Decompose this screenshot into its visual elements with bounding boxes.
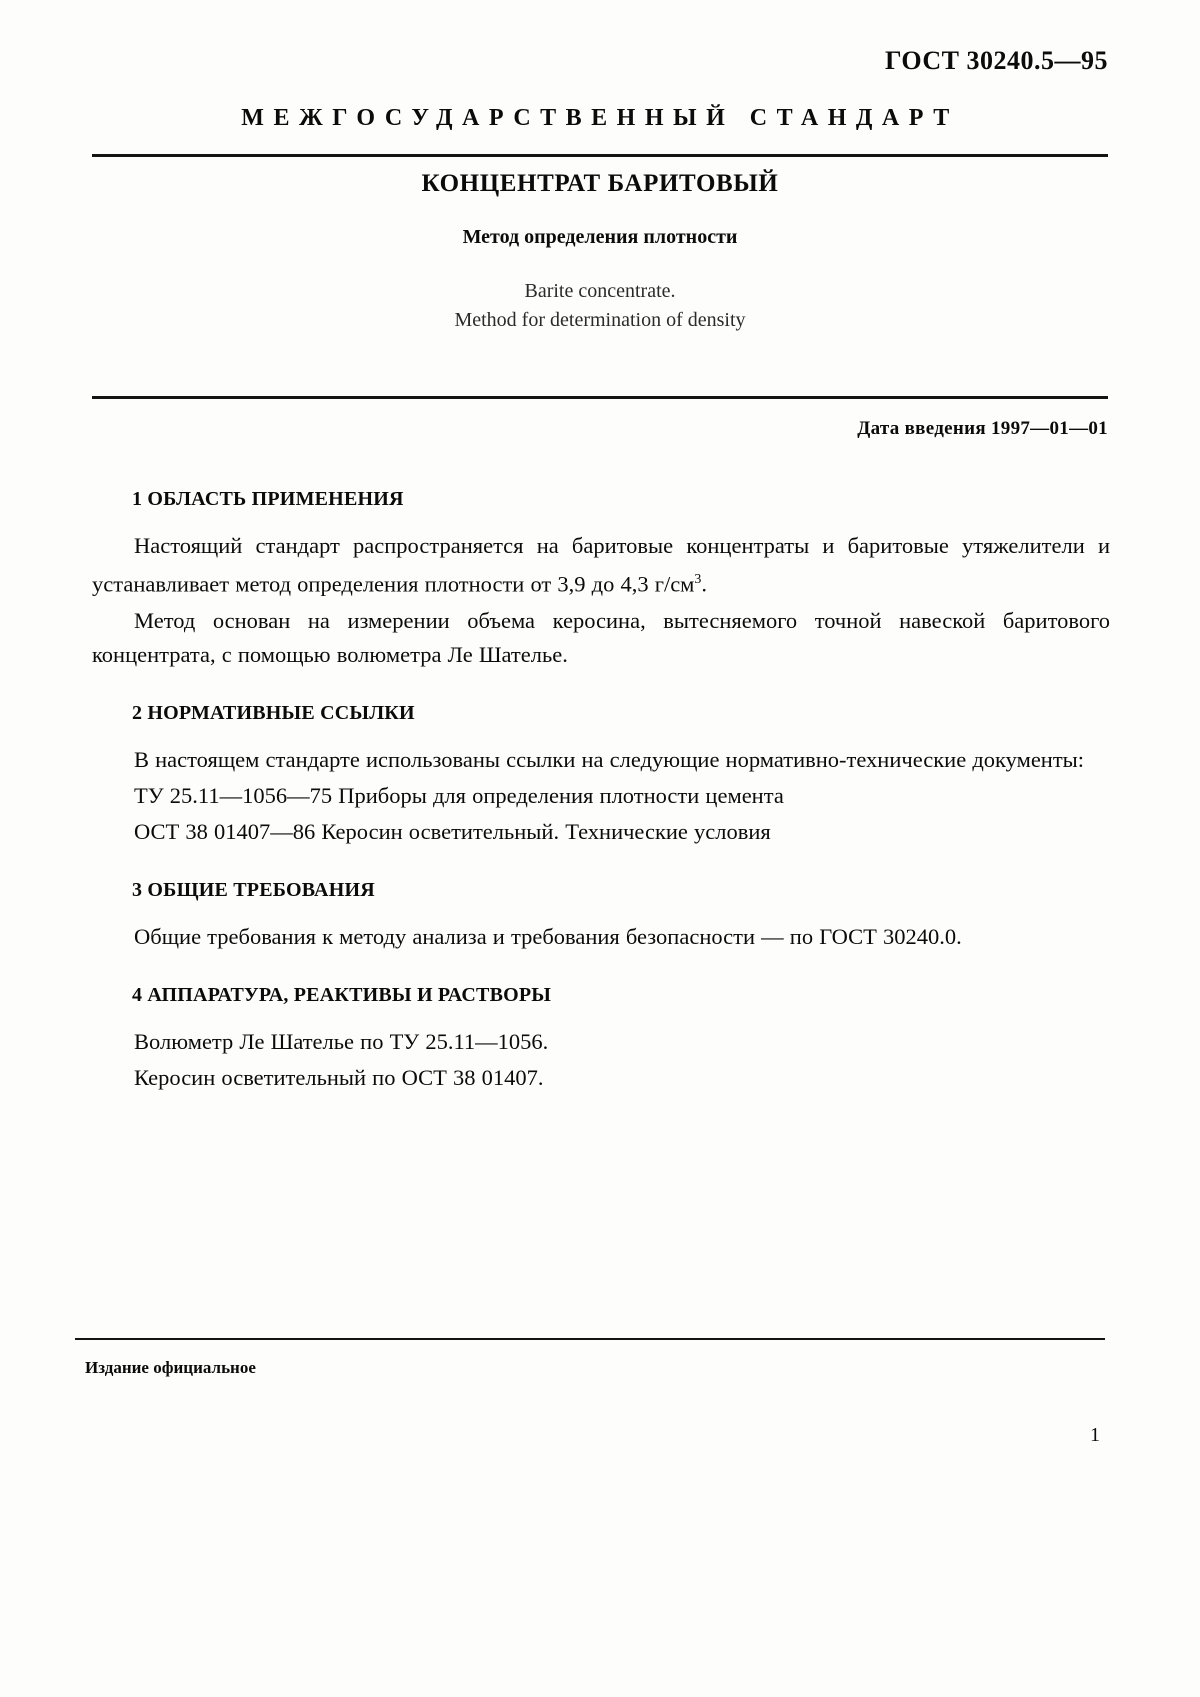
section-heading-2: 2 НОРМАТИВНЫЕ ССЫЛКИ [132, 701, 415, 724]
header-divider-top [92, 154, 1108, 157]
title-divider [92, 396, 1108, 399]
document-title-english [100, 277, 1100, 335]
section-3-paragraph-1: Общие требования к методу анализа и требования безопасности — по ГОСТ 30240.0. [134, 923, 962, 949]
section-1-paragraph-1-text: Настоящий стандарт распространяется на баритовые концентраты и баритовые утяжелители и устанавливает метод определения плотности от 3,9 до 4,3 г/см [92, 533, 1110, 597]
section-2-paragraph-1: В настоящем стандарте использованы ссылки на следующие нормативно-технические документы: [134, 746, 1085, 772]
official-edition-note: Издание официальное [85, 1358, 256, 1377]
section-heading-4: 4 АППАРАТУРА, РЕАКТИВЫ И РАСТВОРЫ [132, 983, 552, 1006]
document-body [92, 488, 1110, 1095]
section-4-paragraph-2: Керосин осветительный по ОСТ 38 01407. [134, 1064, 544, 1090]
introduction-date: Дата введения 1997—01—01 [857, 418, 1108, 439]
english-title-line-1: Barite concentrate. [524, 280, 676, 302]
footer-divider [75, 1338, 1105, 1340]
english-title-line-2: Method for determination of density [454, 309, 746, 331]
document-title: КОНЦЕНТРАТ БАРИТОВЫЙ [421, 170, 779, 197]
interstate-standard-label: МЕЖГОСУДАРСТВЕННЫЙ СТАНДАРТ [241, 105, 959, 131]
cubic-exponent: 3 [694, 572, 702, 587]
section-4-paragraph-1: Волюметр Ле Шателье по ТУ 25.11—1056. [134, 1028, 549, 1054]
standard-number: ГОСТ 30240.5—95 [884, 46, 1108, 75]
section-2-reference-tu: ТУ 25.11—1056—75 Приборы для определения плотности цемента [134, 782, 784, 808]
document-subtitle: Метод определения плотности [462, 226, 738, 248]
section-1-paragraph-1-tail: . [701, 571, 708, 597]
section-1-paragraph-2: Метод основан на измерении объема керосина, вытесняемого точной навеской баритового концентрата, с помощью волюметра Ле Шателье. [92, 607, 1110, 667]
section-2-reference-ost: ОСТ 38 01407—86 Керосин осветительный. Технические условия [134, 818, 771, 844]
page-number: 1 [1090, 1424, 1100, 1446]
section-heading-1: 1 ОБЛАСТЬ ПРИМЕНЕНИЯ [132, 488, 404, 510]
section-1-paragraph-1 [92, 529, 1110, 602]
section-heading-3: 3 ОБЩИЕ ТРЕБОВАНИЯ [132, 878, 375, 901]
